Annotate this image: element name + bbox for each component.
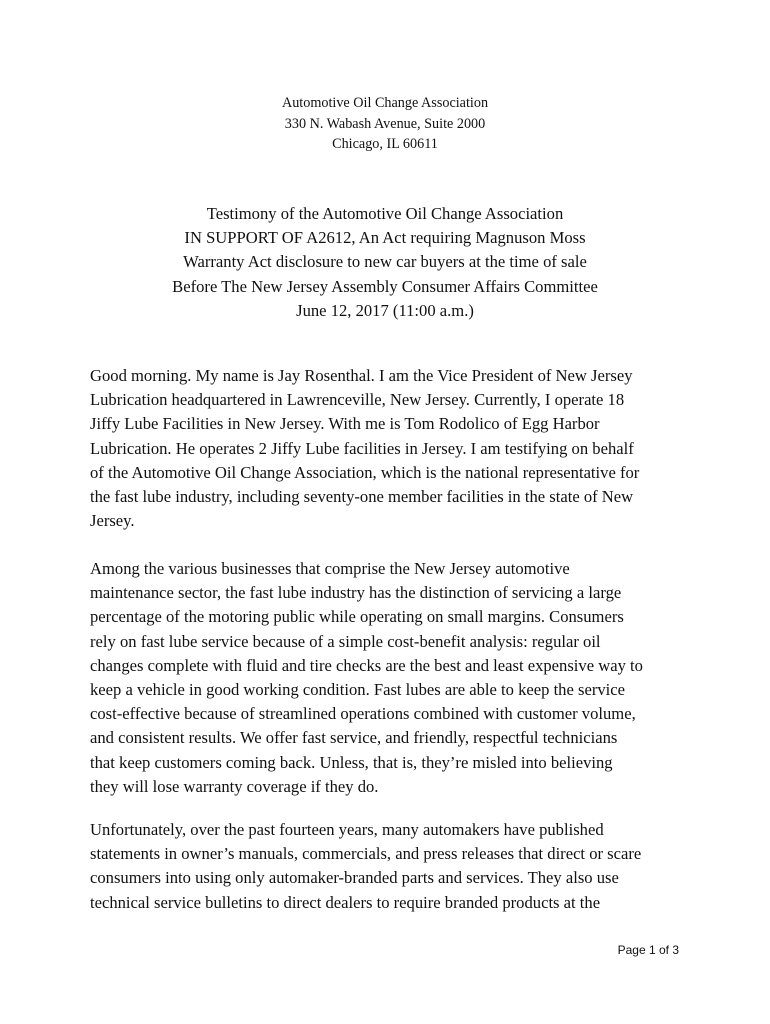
body-paragraph-automakers: [90, 818, 690, 915]
text-line: Jiffy Lube Facilities in New Jersey. With me is Tom Rodolico of Egg Harbor: [90, 414, 600, 434]
text-line: technical service bulletins to direct dealers to require branded products at the: [90, 892, 601, 912]
title-line: IN SUPPORT OF A2612, An Act requiring Magnuson Moss: [184, 228, 586, 248]
city-state-zip: Chicago, IL 60611: [332, 136, 438, 152]
text-line: Lubrication. He operates 2 Jiffy Lube facilities in Jersey. I am testifying on behalf: [90, 438, 634, 458]
text-line: statements in owner’s manuals, commercials, and press releases that direct or scare: [90, 844, 642, 864]
street-address: 330 N. Wabash Avenue, Suite 2000: [284, 115, 486, 132]
text-line: keep a vehicle in good working condition. Fast lubes are able to keep the service: [90, 680, 625, 700]
body-paragraph-industry: [90, 557, 690, 799]
text-line: consumers into using only automaker-branded parts and services. They also use: [90, 868, 619, 888]
title-line: Before The New Jersey Assembly Consumer Affairs Committee: [172, 276, 598, 296]
text-line: Jersey.: [90, 511, 135, 531]
text-line: and consistent results. We offer fast service, and friendly, respectful technicians: [90, 728, 618, 748]
testimony-title: [0, 202, 770, 323]
text-line: maintenance sector, the fast lube industry has the distinction of servicing a large: [90, 583, 622, 603]
text-line: percentage of the motoring public while operating on small margins. Consumers: [90, 607, 624, 627]
text-line: rely on fast lube service because of a simple cost-benefit analysis: regular oil: [90, 631, 601, 651]
letterhead: [0, 93, 770, 155]
text-line: of the Automotive Oil Change Association, which is the national representative for: [90, 462, 640, 482]
title-line: Testimony of the Automotive Oil Change Association: [206, 204, 564, 223]
page-number: Page 1 of 3: [617, 943, 679, 957]
text-line: Among the various businesses that comprise the New Jersey automotive: [90, 559, 570, 578]
organization-name: Automotive Oil Change Association: [281, 95, 489, 111]
text-line: Unfortunately, over the past fourteen years, many automakers have published: [90, 820, 604, 839]
body-paragraph-introduction: [90, 364, 690, 533]
text-line: cost-effective because of streamlined operations combined with customer volume,: [90, 704, 636, 724]
title-date-line: June 12, 2017 (11:00 a.m.): [296, 300, 474, 320]
text-line: changes complete with fluid and tire checks are the best and least expensive way to: [90, 655, 643, 675]
text-line: that keep customers coming back. Unless, that is, they’re misled into believing: [90, 752, 613, 772]
text-line: the fast lube industry, including seventy-one member facilities in the state of New: [90, 487, 634, 507]
title-line: Warranty Act disclosure to new car buyers at the time of sale: [183, 252, 587, 272]
text-line: they will lose warranty coverage if they do.: [90, 776, 379, 796]
text-line: Lubrication headquartered in Lawrenceville, New Jersey. Currently, I operate 18: [90, 390, 625, 410]
text-line: Good morning. My name is Jay Rosenthal. I am the Vice President of New Jersey: [90, 366, 633, 385]
